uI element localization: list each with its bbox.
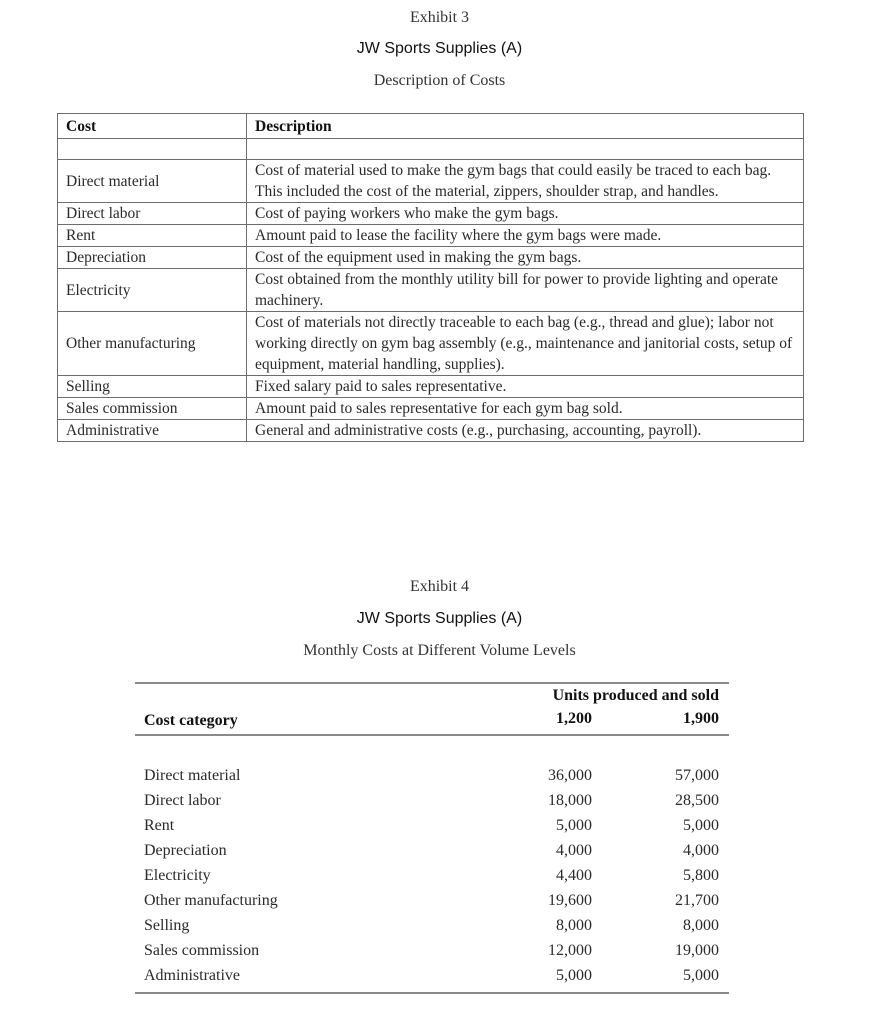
category-name: Direct labor — [144, 792, 221, 809]
empty-row — [58, 139, 804, 160]
table-row — [135, 838, 729, 863]
exhibit4-company-title: JW Sports Supplies (A) — [356, 610, 523, 627]
cost-name: Sales commission — [58, 398, 247, 420]
table-row — [58, 247, 804, 269]
cost-description: Cost of materials not directly traceable to each bag (e.g., thread and glue); labor not working directly on gym bag assembly (e.g., maintenance and janitorial costs, setup of equipment, material handling, supplies). — [247, 312, 804, 376]
category-name: Rent — [144, 817, 175, 834]
monthly-costs-table — [135, 682, 729, 994]
cost-name: Selling — [58, 376, 247, 398]
table-row — [135, 763, 729, 788]
value-1900: 8,000 — [683, 917, 719, 934]
table-header-row — [58, 114, 804, 139]
header-description: Description — [247, 114, 804, 139]
table-row — [135, 813, 729, 838]
cost-description: Cost of the equipment used in making the gym bags. — [247, 247, 804, 269]
table-body — [135, 736, 729, 992]
cost-description: Cost of material used to make the gym bags that could easily be traced to each bag. This included the cost of the material, zippers, shoulder strap, and handles. — [247, 160, 804, 203]
category-name: Administrative — [144, 967, 240, 984]
cost-name: Other manufacturing — [58, 312, 247, 376]
value-1900: 5,000 — [683, 817, 719, 834]
cost-name: Direct labor — [58, 203, 247, 225]
exhibit3-label: Exhibit 3 — [409, 9, 470, 26]
units-header: Units produced and sold — [552, 687, 719, 704]
cost-description: Cost of paying workers who make the gym bags. — [247, 203, 804, 225]
table-row — [135, 788, 729, 813]
category-name: Selling — [144, 917, 190, 934]
value-1200: 4,400 — [556, 867, 592, 884]
table-row — [58, 420, 804, 442]
value-1200: 5,000 — [556, 817, 592, 834]
volume-1200-header: 1,200 — [556, 710, 592, 727]
cost-category-header: Cost category — [144, 712, 238, 729]
cost-description-table — [57, 113, 804, 442]
table-row — [58, 376, 804, 398]
category-name: Electricity — [144, 867, 211, 884]
table-row — [135, 888, 729, 913]
table-row — [135, 863, 729, 888]
cost-name: Administrative — [58, 420, 247, 442]
table-row — [58, 225, 804, 247]
table-row — [135, 913, 729, 938]
category-name: Direct material — [144, 767, 241, 784]
value-1900: 21,700 — [675, 892, 719, 909]
cost-description: Amount paid to sales representative for each gym bag sold. — [247, 398, 804, 420]
exhibit3-subtitle: Description of Costs — [373, 72, 506, 89]
table-row — [58, 398, 804, 420]
cost-description: Cost obtained from the monthly utility bill for power to provide lighting and operate machinery. — [247, 269, 804, 312]
value-1200: 12,000 — [548, 942, 592, 959]
cost-name: Electricity — [58, 269, 247, 312]
value-1900: 57,000 — [675, 767, 719, 784]
table-row — [58, 269, 804, 312]
exhibit4-subtitle: Monthly Costs at Different Volume Levels — [303, 642, 576, 659]
value-1200: 19,600 — [548, 892, 592, 909]
exhibit4-label: Exhibit 4 — [409, 578, 470, 595]
cost-description: Amount paid to lease the facility where the gym bags were made. — [247, 225, 804, 247]
table-row — [58, 160, 804, 203]
table-row — [58, 203, 804, 225]
cost-name: Rent — [58, 225, 247, 247]
value-1900: 28,500 — [675, 792, 719, 809]
category-name: Sales commission — [144, 942, 260, 959]
value-1200: 4,000 — [556, 842, 592, 859]
header-cost: Cost — [58, 114, 247, 139]
value-1900: 5,000 — [683, 967, 719, 984]
cost-name: Direct material — [58, 160, 247, 203]
table-row — [58, 312, 804, 376]
volume-1900-header: 1,900 — [683, 710, 719, 727]
bottom-rule — [135, 992, 729, 994]
value-1900: 4,000 — [683, 842, 719, 859]
cost-name: Depreciation — [58, 247, 247, 269]
value-1200: 36,000 — [548, 767, 592, 784]
cost-description: General and administrative costs (e.g., purchasing, accounting, payroll). — [247, 420, 804, 442]
value-1200: 8,000 — [556, 917, 592, 934]
value-1200: 5,000 — [556, 967, 592, 984]
table-header — [135, 684, 729, 734]
value-1200: 18,000 — [548, 792, 592, 809]
cost-description: Fixed salary paid to sales representative. — [247, 376, 804, 398]
category-name: Depreciation — [144, 842, 227, 859]
table-row — [135, 938, 729, 963]
value-1900: 5,800 — [683, 867, 719, 884]
category-name: Other manufacturing — [144, 892, 278, 909]
exhibit3-company-title: JW Sports Supplies (A) — [356, 40, 523, 57]
table-row — [135, 963, 729, 988]
value-1900: 19,000 — [675, 942, 719, 959]
